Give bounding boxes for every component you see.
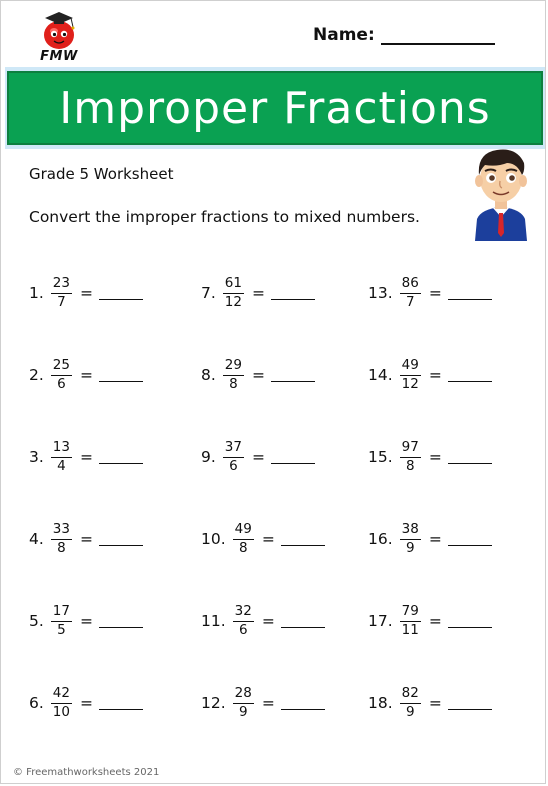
denominator: 9 (238, 703, 248, 720)
denominator: 8 (405, 457, 415, 474)
problem-14 (368, 345, 492, 405)
equals-sign: = (79, 366, 93, 384)
numerator: 17 (52, 603, 70, 619)
denominator: 4 (57, 457, 66, 474)
problem-number: 14. (368, 366, 393, 384)
problem-1 (29, 263, 143, 323)
answer-blank[interactable] (448, 287, 492, 300)
title-banner-frame (5, 67, 545, 149)
numerator: 13 (52, 439, 70, 455)
answer-blank[interactable] (271, 287, 315, 300)
numerator: 61 (224, 275, 242, 291)
fraction (51, 277, 72, 309)
equals-sign: = (428, 530, 442, 548)
denominator: 8 (238, 539, 248, 556)
numerator: 82 (401, 685, 419, 701)
fraction (400, 441, 421, 473)
denominator: 10 (52, 703, 70, 720)
fmw-logo (29, 9, 89, 67)
equals-sign: = (79, 530, 93, 548)
name-blank-line[interactable] (381, 27, 495, 45)
equals-sign: = (428, 284, 442, 302)
problem-5 (29, 591, 143, 651)
answer-blank[interactable] (271, 369, 315, 382)
equals-sign: = (79, 284, 93, 302)
answer-blank[interactable] (281, 615, 325, 628)
problem-number: 7. (201, 284, 216, 302)
boy-mascot-icon (467, 141, 535, 243)
numerator: 79 (401, 603, 419, 619)
title-banner (7, 71, 543, 145)
equals-sign: = (79, 448, 93, 466)
fraction (400, 277, 421, 309)
equals-sign: = (428, 694, 442, 712)
fraction (400, 605, 421, 637)
equals-sign: = (428, 366, 442, 384)
numerator: 25 (52, 357, 70, 373)
problem-3 (29, 427, 143, 487)
denominator: 9 (405, 703, 415, 720)
equals-sign: = (251, 448, 265, 466)
equals-sign: = (428, 612, 442, 630)
problem-number: 18. (368, 694, 393, 712)
fraction (51, 523, 72, 555)
equals-sign: = (251, 366, 265, 384)
copyright-footer: © Freemathworksheets 2021 (13, 767, 160, 778)
problem-number: 16. (368, 530, 393, 548)
denominator: 7 (405, 293, 415, 310)
numerator: 29 (224, 357, 242, 373)
answer-blank[interactable] (448, 533, 492, 546)
logo-text: FMW (40, 49, 78, 64)
fraction (51, 687, 72, 719)
answer-blank[interactable] (99, 287, 143, 300)
fraction (51, 605, 72, 637)
problem-number: 15. (368, 448, 393, 466)
problem-number: 4. (29, 530, 44, 548)
numerator: 33 (52, 521, 70, 537)
problem-7 (201, 263, 315, 323)
numerator: 49 (234, 521, 252, 537)
denominator: 12 (401, 375, 419, 392)
fraction (233, 605, 254, 637)
problem-6 (29, 673, 143, 733)
fraction (400, 687, 421, 719)
denominator: 7 (57, 293, 66, 310)
problem-18 (368, 673, 492, 733)
equals-sign: = (261, 612, 275, 630)
denominator: 11 (401, 621, 419, 638)
fraction (51, 359, 72, 391)
answer-blank[interactable] (281, 533, 325, 546)
denominator: 12 (224, 293, 242, 310)
denominator: 6 (57, 375, 66, 392)
problem-number: 3. (29, 448, 44, 466)
fraction (400, 523, 421, 555)
problem-9 (201, 427, 315, 487)
problem-8 (201, 345, 315, 405)
problem-10 (201, 509, 325, 569)
problem-number: 1. (29, 284, 44, 302)
equals-sign: = (261, 530, 275, 548)
fraction (223, 359, 244, 391)
denominator: 6 (238, 621, 248, 638)
answer-blank[interactable] (99, 615, 143, 628)
fraction (51, 441, 72, 473)
problem-number: 12. (201, 694, 226, 712)
name-field (313, 25, 495, 45)
page-title: Improper Fractions (59, 82, 491, 134)
problem-17 (368, 591, 492, 651)
problem-11 (201, 591, 325, 651)
problem-13 (368, 263, 492, 323)
numerator: 42 (52, 685, 70, 701)
problem-number: 13. (368, 284, 393, 302)
problem-number: 5. (29, 612, 44, 630)
denominator: 8 (229, 375, 238, 392)
problem-12 (201, 673, 325, 733)
fraction (233, 523, 254, 555)
answer-blank[interactable] (99, 369, 143, 382)
problem-2 (29, 345, 143, 405)
answer-blank[interactable] (448, 451, 492, 464)
numerator: 86 (401, 275, 419, 291)
answer-blank[interactable] (448, 697, 492, 710)
problem-number: 6. (29, 694, 44, 712)
name-label: Name: (313, 25, 375, 45)
instructions: Convert the improper fractions to mixed numbers. (29, 208, 420, 226)
denominator: 6 (229, 457, 238, 474)
problem-4 (29, 509, 143, 569)
answer-blank[interactable] (99, 533, 143, 546)
equals-sign: = (79, 612, 93, 630)
problem-number: 8. (201, 366, 216, 384)
answer-blank[interactable] (99, 697, 143, 710)
fraction (223, 441, 244, 473)
denominator: 9 (405, 539, 415, 556)
denominator: 5 (57, 621, 66, 638)
answer-blank[interactable] (281, 697, 325, 710)
problem-15 (368, 427, 492, 487)
numerator: 32 (234, 603, 252, 619)
fraction (233, 687, 254, 719)
problem-16 (368, 509, 492, 569)
apple-graduate-icon (29, 9, 89, 53)
answer-blank[interactable] (448, 615, 492, 628)
problem-number: 2. (29, 366, 44, 384)
answer-blank[interactable] (99, 451, 143, 464)
problem-number: 10. (201, 530, 226, 548)
equals-sign: = (79, 694, 93, 712)
equals-sign: = (261, 694, 275, 712)
numerator: 49 (401, 357, 419, 373)
fraction (223, 277, 244, 309)
problem-number: 11. (201, 612, 226, 630)
numerator: 38 (401, 521, 419, 537)
denominator: 8 (57, 539, 66, 556)
numerator: 37 (224, 439, 242, 455)
problem-number: 17. (368, 612, 393, 630)
answer-blank[interactable] (271, 451, 315, 464)
grade-subtitle: Grade 5 Worksheet (29, 165, 174, 183)
numerator: 23 (52, 275, 70, 291)
problem-number: 9. (201, 448, 216, 466)
fraction (400, 359, 421, 391)
answer-blank[interactable] (448, 369, 492, 382)
numerator: 97 (401, 439, 419, 455)
numerator: 28 (234, 685, 252, 701)
equals-sign: = (428, 448, 442, 466)
equals-sign: = (251, 284, 265, 302)
